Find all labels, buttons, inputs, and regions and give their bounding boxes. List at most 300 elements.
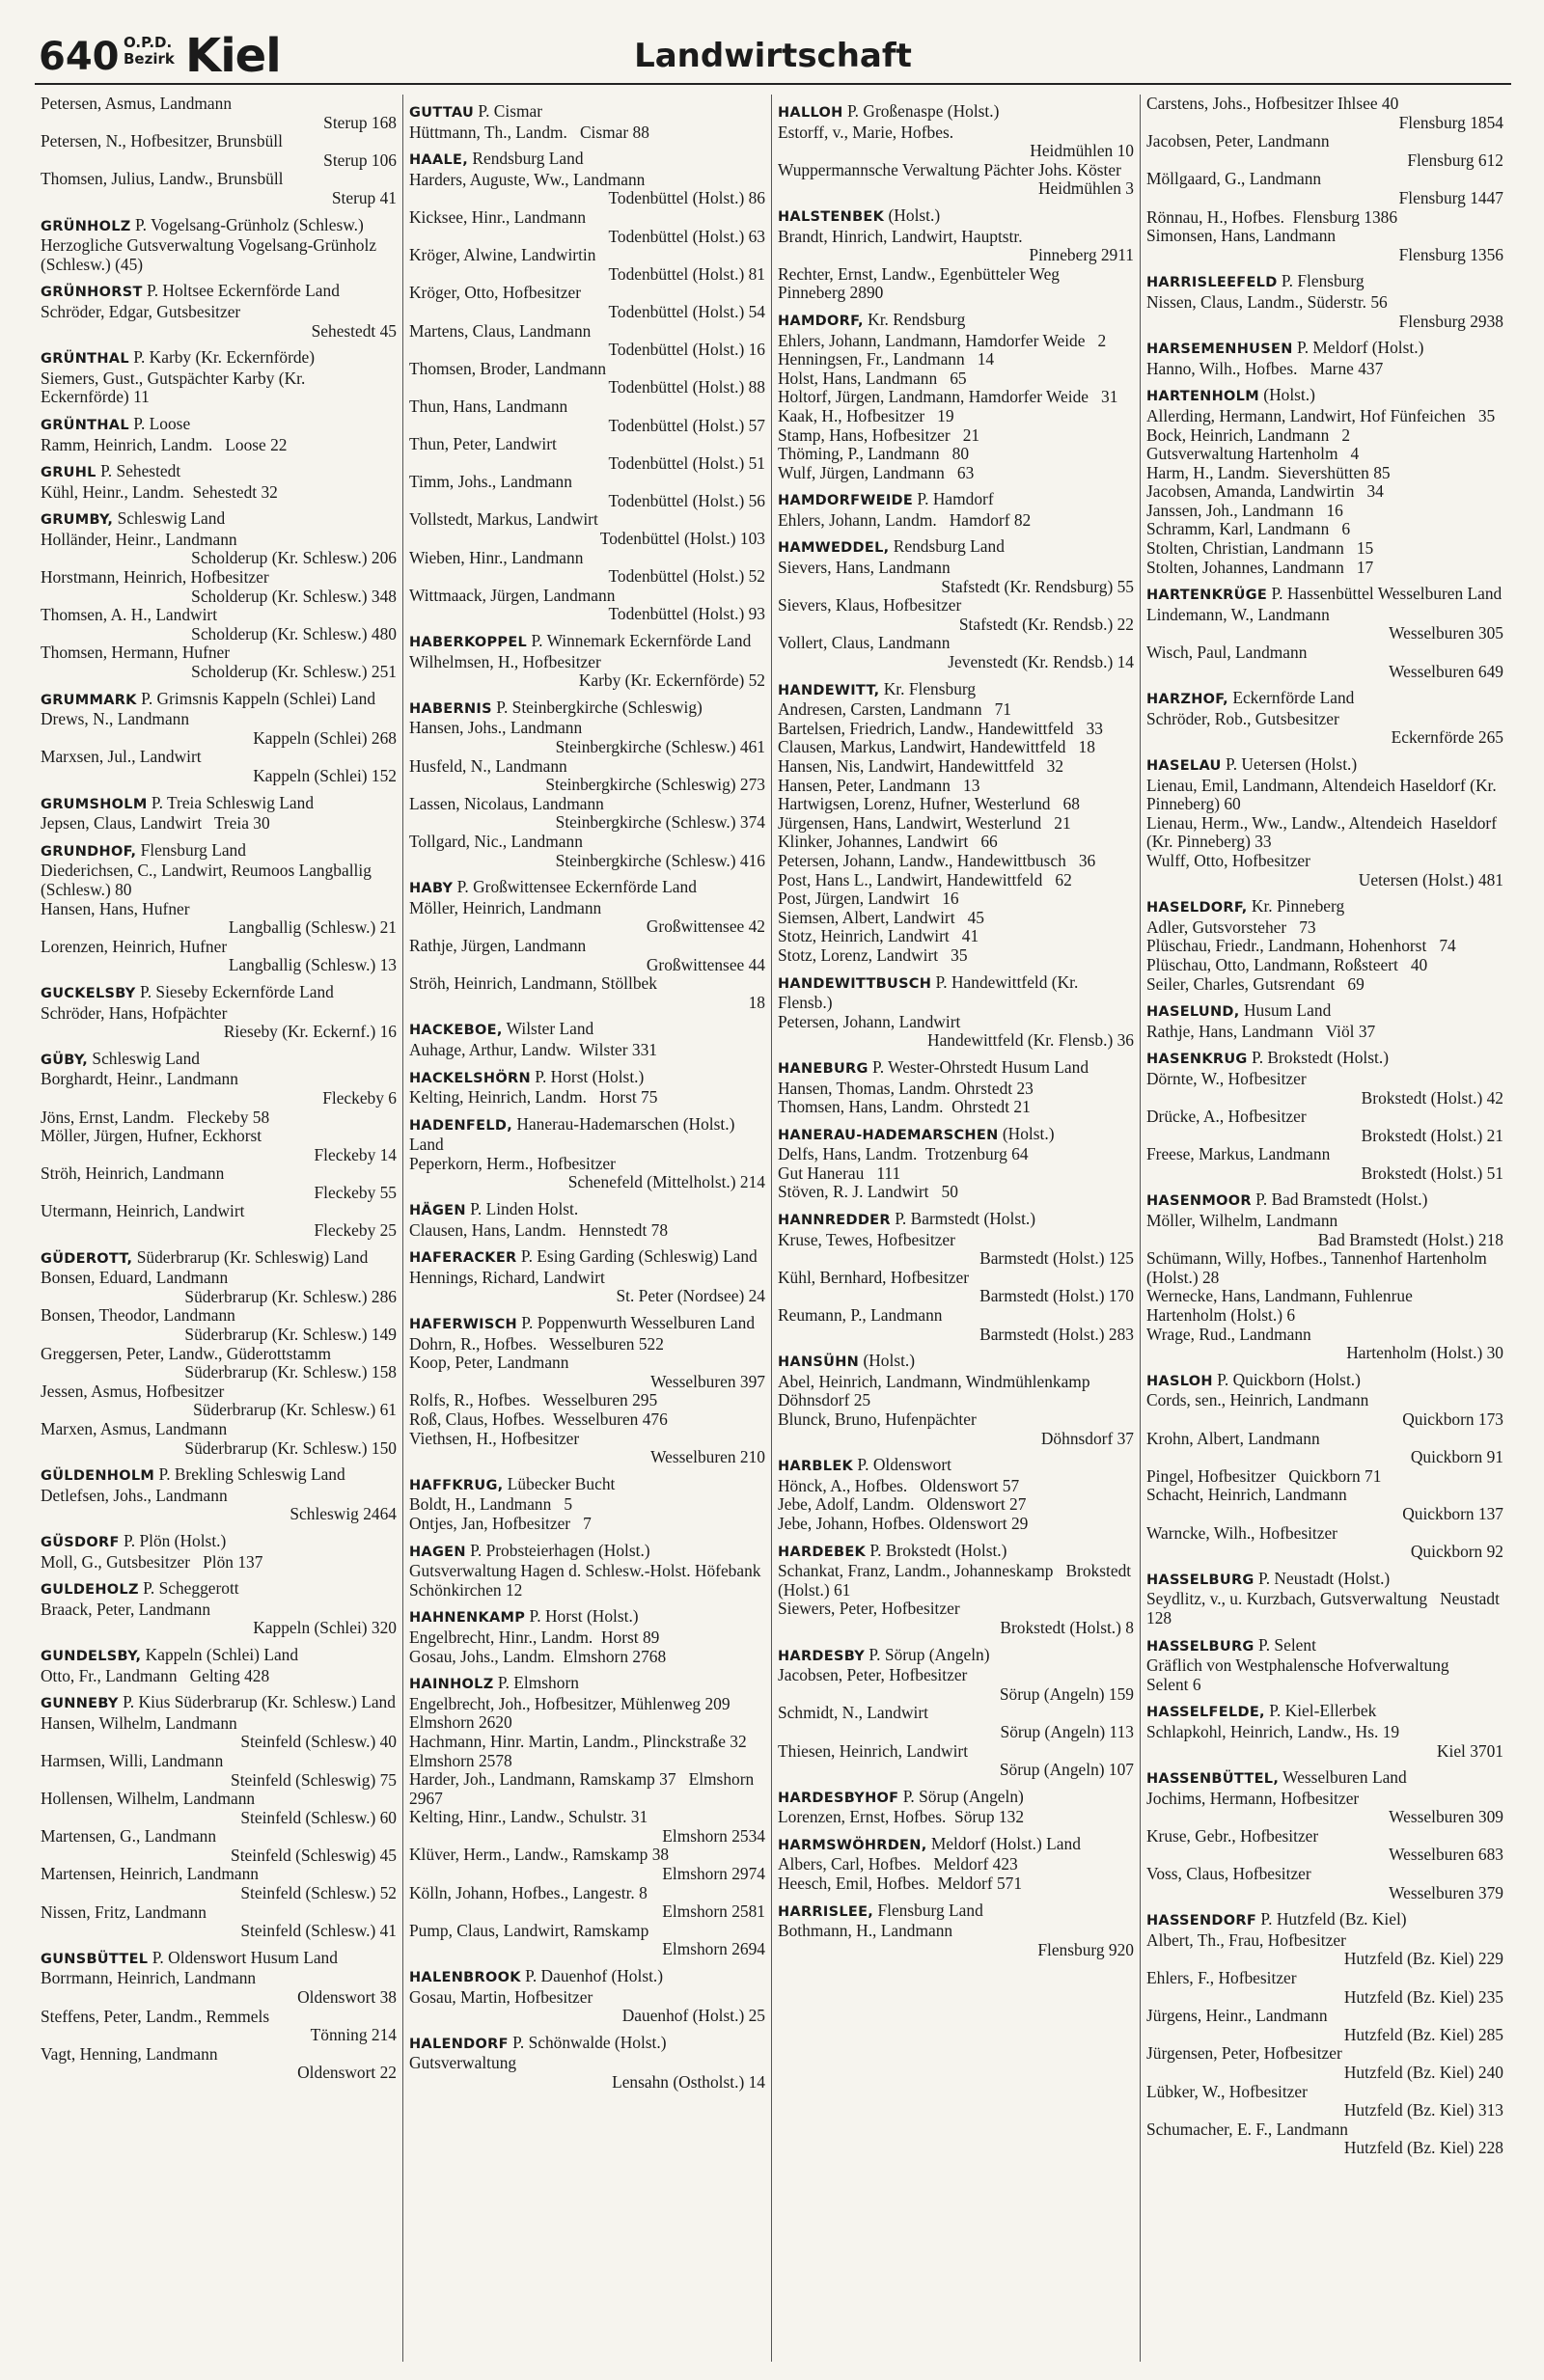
entry-text: Hansen, Peter, Landmann 13 — [778, 775, 980, 795]
entry-location-phone: Steinbergkirche (Schlesw.) 461 — [555, 737, 765, 756]
place-detail: P. Sörup (Angeln) — [898, 1786, 1024, 1806]
place-name: HARBLEK — [778, 1459, 854, 1475]
entry-text: Schröder, Rob., Gutsbesitzer — [1146, 708, 1339, 728]
entry-text: Siemers, Gust., Gutspächter Karby (Kr. Eckernförde) 11 — [41, 368, 310, 407]
directory-entry — [409, 1354, 765, 1373]
entry-text: Martensen, Heinrich, Landmann — [41, 1864, 260, 1884]
entry-text: Ströh, Heinrich, Landmann, Stöllbek — [409, 973, 657, 994]
entry-location-phone: Elmshorn 2581 — [662, 1901, 765, 1922]
entry-text: Petersen, N., Hofbesitzer, Brunsbüll — [41, 131, 283, 151]
place-heading — [1146, 897, 1503, 918]
directory-entry — [778, 332, 1134, 351]
place-heading — [41, 216, 397, 237]
directory-entry — [41, 1004, 397, 1024]
entry-text: Petersen, Asmus, Landmann — [41, 94, 233, 113]
entry-location-phone: Hutzfeld (Bz. Kiel) 313 — [1343, 2100, 1503, 2120]
directory-entry — [409, 937, 765, 956]
entry-text: Carstens, Johs., Hofbesitzer Ihlsee 40 — [1146, 94, 1399, 113]
directory-entry — [41, 814, 397, 834]
place-heading — [409, 1247, 765, 1269]
columns — [35, 95, 1511, 2362]
entry-location-phone: Süderbrarup (Kr. Schlesw.) 61 — [193, 1400, 397, 1420]
place-name: HANSÜHN — [778, 1354, 860, 1371]
page-header — [35, 29, 1511, 85]
place-heading — [1146, 1636, 1503, 1657]
directory-entry — [1146, 1931, 1503, 1951]
entry-location-phone: Tönning 214 — [310, 2025, 397, 2045]
place-name: GULDEHOLZ — [41, 1582, 139, 1599]
directory-entry — [409, 1410, 765, 1430]
directory-entry — [778, 634, 1134, 653]
entry-location-phone: Hutzfeld (Bz. Kiel) 229 — [1343, 1949, 1503, 1969]
place-heading — [41, 841, 397, 862]
place-detail: P. Brekling Schleswig Land — [154, 1464, 345, 1485]
place-name: HABERNIS — [409, 700, 492, 717]
place-detail: Kr. Flensburg — [879, 678, 977, 698]
place-heading — [409, 150, 765, 171]
entry-text: Pump, Claus, Landwirt, Ramskamp — [409, 1920, 649, 1940]
column-4 — [1141, 95, 1509, 2362]
entry-text: Thiesen, Heinrich, Landwirt — [778, 1740, 969, 1761]
place-detail: P. Linden Holst. — [465, 1199, 579, 1219]
entry-text: Wernecke, Hans, Landmann, Fuhlenrue Hartenholm (Holst.) 6 — [1146, 1286, 1425, 1326]
entry-text: Holländer, Heinr., Landmann — [41, 529, 237, 549]
entry-text: Stöven, R. J. Landwirt 50 — [778, 1182, 958, 1202]
directory-entry — [778, 777, 1134, 796]
place-heading — [778, 102, 1134, 123]
entry-text: Clausen, Hans, Landm. Hennstedt 78 — [409, 1219, 669, 1240]
place-name: GÜSDORF — [41, 1534, 120, 1550]
place-heading — [778, 1835, 1134, 1856]
place-heading — [409, 1068, 765, 1089]
place-detail: P. Scheggerott — [138, 1578, 239, 1599]
entry-location-phone: Oldenswort 22 — [297, 2063, 397, 2083]
entry-location-phone: Wesselburen 397 — [650, 1371, 765, 1391]
directory-entry — [778, 511, 1134, 531]
place-name: HARMSWÖHRDEN, — [778, 1837, 927, 1853]
place-name: HAHNENKAMP — [409, 1610, 526, 1627]
place-detail: Husum Land — [1239, 1000, 1332, 1021]
directory-entry — [41, 1600, 397, 1620]
entry-location-phone: Flensburg 1447 — [1398, 187, 1503, 207]
entry-text: Bartelsen, Friedrich, Landw., Handewittfeld 33 — [778, 718, 1103, 738]
place-name: GRUMBY, — [41, 512, 114, 529]
place-name: GRUMMARK — [41, 692, 137, 708]
entry-location-phone: Oldenswort 38 — [297, 1987, 397, 2008]
entry-text: Petersen, Johann, Landwirt — [778, 1011, 961, 1031]
entry-text: Peperkorn, Herm., Hofbesitzer — [409, 1153, 616, 1173]
directory-entry — [778, 1098, 1134, 1117]
entry-text: Vollert, Claus, Landmann — [778, 633, 951, 653]
entry-text: Ontjes, Jan, Hofbesitzer 7 — [409, 1513, 592, 1533]
entry-text: Jürgensen, Hans, Landwirt, Westerlund 21 — [778, 812, 1071, 833]
entry-text: Plüschau, Otto, Landmann, Roßsteert 40 — [1146, 954, 1428, 974]
directory-entry — [778, 700, 1134, 720]
place-detail: P. Karby (Kr. Eckernförde) — [128, 347, 316, 368]
entry-text: Otto, Fr., Landmann Gelting 428 — [41, 1665, 270, 1685]
place-heading — [778, 680, 1134, 701]
entry-location-phone: Pinneberg 2911 — [1029, 245, 1134, 265]
directory-entry — [778, 1600, 1134, 1619]
entry-text: Möller, Jürgen, Hufner, Eckhorst — [41, 1126, 262, 1146]
entry-location-phone: Scholderup (Kr. Schlesw.) 348 — [191, 586, 397, 606]
directory-entry — [778, 1080, 1134, 1099]
directory-entry — [409, 284, 765, 303]
directory-entry — [778, 1855, 1134, 1874]
place-detail: P. Barmstedt (Holst.) — [890, 1209, 1036, 1229]
place-heading — [409, 1314, 765, 1335]
directory-entry — [41, 1667, 397, 1686]
place-heading — [41, 1050, 397, 1071]
place-name: GUCKELSBY — [41, 985, 136, 1001]
directory-entry — [778, 889, 1134, 909]
directory-entry — [41, 710, 397, 729]
entry-text: Siewers, Peter, Hofbesitzer — [778, 1599, 960, 1619]
entry-text: Bock, Heinrich, Landmann 2 — [1146, 424, 1351, 445]
entry-text: Gutsverwaltung Hartenholm 4 — [1146, 444, 1360, 464]
entry-text: Martens, Claus, Landmann — [409, 320, 592, 341]
entry-location-phone: Todenbüttel (Holst.) 103 — [599, 529, 765, 549]
place-name: HAFERWISCH — [409, 1317, 517, 1333]
directory-entry — [778, 123, 1134, 143]
place-detail: Rendsburg Land — [468, 149, 584, 169]
directory-entry — [778, 407, 1134, 426]
entry-text: Hollensen, Wilhelm, Landmann — [41, 1789, 256, 1809]
entry-location-phone: Steinfeld (Schlesw.) 60 — [240, 1807, 397, 1827]
entry-text: Wuppermannsche Verwaltung Pächter Johs. Köster — [778, 159, 1121, 179]
directory-entry — [778, 1373, 1134, 1410]
directory-entry — [1146, 1070, 1503, 1089]
directory-entry — [409, 1430, 765, 1449]
place-name: HABY — [409, 881, 454, 897]
place-heading — [409, 1475, 765, 1496]
entry-location-phone: Fleckeby 55 — [314, 1182, 397, 1202]
entry-text: Heesch, Emil, Hofbes. Meldorf 571 — [778, 1874, 1023, 1894]
directory-entry — [409, 1846, 765, 1865]
entry-location-phone: Sörup (Angeln) 107 — [999, 1760, 1134, 1780]
place-detail: Lübecker Bucht — [503, 1473, 616, 1493]
entry-text: Marxen, Asmus, Landmann — [41, 1419, 228, 1438]
directory-entry — [1146, 1524, 1503, 1544]
entry-text: Möller, Wilhelm, Landmann — [1146, 1211, 1338, 1231]
place-detail: Wilster Land — [502, 1019, 594, 1039]
directory-entry — [409, 510, 765, 530]
entry-text: Hennings, Richard, Landwirt — [409, 1267, 605, 1287]
entry-location-phone: Scholderup (Kr. Schlesw.) 251 — [191, 662, 397, 682]
directory-entry — [41, 1164, 397, 1184]
entry-location-phone: Barmstedt (Holst.) 125 — [979, 1248, 1134, 1269]
place-name: HARSEMENHUSEN — [1146, 342, 1293, 358]
place-detail: P. Steinbergkirche (Schleswig) — [491, 697, 703, 717]
directory-entry — [1146, 2044, 1503, 2064]
entry-text: Möller, Heinrich, Landmann — [409, 897, 602, 917]
entry-location-phone: Wesselburen 683 — [1389, 1845, 1503, 1865]
place-detail: P. Plön (Holst.) — [119, 1530, 227, 1550]
entry-location-phone: Steinfeld (Schleswig) 75 — [231, 1769, 397, 1790]
place-detail: Flensburg Land — [873, 1900, 983, 1920]
directory-entry — [1146, 937, 1503, 956]
directory-entry — [778, 927, 1134, 946]
entry-text: Rönnau, H., Hofbes. Flensburg 1386 — [1146, 206, 1398, 227]
directory-entry — [778, 1145, 1134, 1164]
place-name: GÜBY, — [41, 1052, 89, 1068]
place-name: HASLOH — [1146, 1373, 1213, 1389]
directory-entry — [409, 1088, 765, 1108]
entry-location-phone: Kappeln (Schlei) 320 — [253, 1618, 397, 1638]
place-name: GUNDELSBY, — [41, 1648, 142, 1664]
place-heading — [409, 1674, 765, 1695]
entry-location-phone: Großwittensee 44 — [646, 954, 765, 974]
place-detail: P. Großwittensee Eckernförde Land — [453, 877, 697, 897]
entry-text: Ehlers, Johann, Landmann, Hamdorfer Weide 2 — [778, 330, 1107, 350]
section-title: Landwirtschaft — [634, 37, 912, 75]
directory-entry — [41, 900, 397, 919]
entry-location-phone: Stafstedt (Kr. Rendsburg) 55 — [941, 576, 1134, 596]
place-detail: Meldorf (Holst.) Land — [926, 1833, 1081, 1853]
directory-entry — [1146, 559, 1503, 578]
directory-entry — [1146, 643, 1503, 663]
directory-entry — [778, 388, 1134, 407]
place-name: HALLOH — [778, 105, 843, 121]
place-detail: P. Sieseby Eckernförde Land — [135, 981, 334, 1001]
entry-text: Nissen, Claus, Landm., Süderstr. 56 — [1146, 291, 1388, 312]
entry-location-phone: Steinbergkirche (Schleswig) 273 — [545, 775, 765, 795]
entry-text: Drücke, A., Hofbesitzer — [1146, 1107, 1307, 1127]
directory-entry — [409, 123, 765, 143]
place-detail: Schleswig Land — [88, 1048, 200, 1068]
entry-text: Timm, Johs., Landmann — [409, 472, 572, 492]
place-heading — [1146, 689, 1503, 710]
directory-entry — [778, 1477, 1134, 1496]
entry-text: Klüver, Herm., Landw., Ramskamp 38 — [409, 1845, 670, 1865]
entry-text: Marxsen, Jul., Landwirt — [41, 747, 202, 767]
directory-entry — [41, 531, 397, 550]
entry-location-phone: Hartenholm (Holst.) 30 — [1346, 1343, 1503, 1363]
entry-text: Wieben, Hinr., Landmann — [409, 547, 584, 567]
place-heading — [1146, 1001, 1503, 1023]
entry-location-phone: Handewittfeld (Kr. Flensb.) 36 — [927, 1030, 1134, 1051]
directory-entry — [1146, 293, 1503, 313]
directory-entry — [409, 1515, 765, 1534]
entry-text: Bonsen, Theodor, Landmann — [41, 1305, 235, 1326]
place-heading — [409, 1200, 765, 1221]
column-1 — [35, 95, 403, 2362]
entry-text: Lübker, W., Hofbesitzer — [1146, 2081, 1308, 2101]
entry-text: Schumacher, E. F., Landmann — [1146, 2119, 1348, 2139]
entry-location-phone: Steinfeld (Schlesw.) 52 — [240, 1883, 397, 1903]
directory-entry — [778, 596, 1134, 616]
entry-text: Schacht, Heinrich, Landmann — [1146, 1485, 1347, 1505]
column-3 — [772, 95, 1141, 2362]
entry-location-phone: Steinfeld (Schlesw.) 40 — [240, 1732, 397, 1752]
place-detail: Flensburg Land — [136, 839, 246, 860]
entry-text: Ramm, Heinrich, Landm. Loose 22 — [41, 434, 288, 454]
entry-text: Lassen, Nicolaus, Landmann — [409, 793, 604, 813]
directory-entry — [778, 426, 1134, 446]
entry-location-phone: Langballig (Schlesw.) 21 — [228, 917, 397, 938]
directory-entry — [778, 909, 1134, 928]
directory-entry — [41, 1790, 397, 1809]
entry-text: Harm, H., Landm. Sievershütten 85 — [1146, 462, 1391, 482]
place-heading — [409, 1115, 765, 1155]
entry-location-phone: Todenbüttel (Holst.) 86 — [608, 188, 765, 208]
place-detail: P. Handewittfeld (Kr. Flensb.) — [778, 971, 1083, 1013]
directory-entry — [778, 1704, 1134, 1723]
entry-text: Engelbrecht, Hinr., Landm. Horst 89 — [409, 1627, 660, 1647]
entry-location-phone: Fleckeby 6 — [322, 1087, 397, 1108]
entry-text: Drews, N., Landmann — [41, 709, 190, 729]
entry-text: Bothmann, H., Landmann — [778, 1921, 953, 1941]
entry-text: Lorenzen, Heinrich, Hufner — [41, 936, 228, 956]
directory-entry — [778, 1742, 1134, 1762]
entry-text: Warncke, Wilh., Hofbesitzer — [1146, 1522, 1337, 1543]
place-heading — [778, 1352, 1134, 1373]
entry-location-phone: Großwittensee 42 — [646, 916, 765, 937]
entry-text: Schlapkohl, Heinrich, Landw., Hs. 19 — [1146, 1721, 1400, 1741]
entry-text: Harders, Auguste, Ww., Landmann — [409, 169, 646, 189]
entry-text: Andresen, Carsten, Landmann 71 — [778, 699, 1011, 720]
place-heading — [1146, 1768, 1503, 1790]
directory-entry — [41, 606, 397, 625]
entry-text: Reumann, P., Landmann — [778, 1305, 943, 1326]
directory-entry — [778, 1874, 1134, 1894]
place-heading — [409, 1967, 765, 1988]
entry-location-phone: Sörup (Angeln) 113 — [1000, 1721, 1134, 1741]
place-name: GRUNDHOF, — [41, 843, 137, 860]
directory-entry — [41, 1127, 397, 1146]
place-name: HARTENHOLM — [1146, 389, 1259, 405]
directory-entry — [1146, 1486, 1503, 1505]
entry-text: Boldt, H., Landmann 5 — [409, 1494, 573, 1515]
entry-text: Hanno, Wilh., Hofbes. Marne 437 — [1146, 358, 1384, 378]
directory-entry — [41, 1306, 397, 1326]
entry-text: Hansen, Wilhelm, Landmann — [41, 1712, 237, 1733]
directory-entry — [1146, 445, 1503, 464]
directory-entry — [41, 1487, 397, 1506]
directory-entry — [778, 1269, 1134, 1288]
entry-location-phone: Sterup 41 — [331, 187, 397, 207]
entry-text: Rolfs, R., Hofbes. Wesselburen 295 — [409, 1390, 658, 1410]
directory-entry — [1146, 1790, 1503, 1809]
entry-text: Voss, Claus, Hofbesitzer — [1146, 1864, 1311, 1884]
entry-text: Jöns, Ernst, Landm. Fleckeby 58 — [41, 1107, 270, 1127]
place-heading — [778, 973, 1134, 1013]
place-detail: P. Treia Schleswig Land — [147, 792, 315, 812]
place-name: HAGEN — [409, 1544, 466, 1560]
place-name: HARRISLEEFELD — [1146, 275, 1278, 291]
place-detail: P. Dauenhof (Holst.) — [520, 1966, 664, 1986]
place-name: HARZHOF, — [1146, 692, 1228, 708]
directory-entry — [41, 1345, 397, 1364]
place-name: GRUHL — [41, 465, 96, 481]
place-name: HASENMOOR — [1146, 1193, 1252, 1210]
directory-entry — [41, 568, 397, 588]
place-detail: P. Probsteierhagen (Holst.) — [465, 1540, 650, 1560]
place-name: HAFERACKER — [409, 1250, 517, 1267]
place-heading — [41, 509, 397, 531]
entry-text: Gut Hanerau 111 — [778, 1163, 901, 1183]
place-heading — [41, 1949, 397, 1970]
directory-entry — [41, 1202, 397, 1221]
place-detail: P. Flensburg — [1277, 271, 1365, 291]
entry-text: Kicksee, Hinr., Landmann — [409, 206, 587, 227]
directory-entry — [41, 436, 397, 455]
entry-location-phone: 18 — [748, 992, 765, 1012]
entry-text: Thomsen, Hans, Landm. Ohrstedt 21 — [778, 1097, 1031, 1117]
place-name: GUNSBÜTTEL — [41, 1951, 149, 1967]
directory-entry — [1146, 814, 1503, 852]
place-heading — [778, 1210, 1134, 1231]
directory-entry — [409, 1808, 765, 1827]
entry-text: Wilhelmsen, H., Hofbesitzer — [409, 651, 601, 671]
entry-text: Holst, Hans, Landmann 65 — [778, 368, 967, 388]
directory-entry — [778, 369, 1134, 389]
entry-text: Simonsen, Hans, Landmann — [1146, 226, 1337, 246]
place-name: GÜDEROTT, — [41, 1250, 133, 1267]
entry-text: Harder, Joh., Landmann, Ramskamp 37 Elmshorn 2967 — [409, 1769, 758, 1808]
directory-entry — [778, 795, 1134, 814]
entry-text: Greggersen, Peter, Landw., Güderottstamm — [41, 1343, 331, 1363]
entry-location-phone: Quickborn 92 — [1410, 1542, 1503, 1562]
entry-location-phone: Hutzfeld (Bz. Kiel) 228 — [1343, 2138, 1503, 2158]
directory-entry — [41, 1553, 397, 1573]
entry-text: Thomsen, Julius, Landw., Brunsbüll — [41, 169, 284, 189]
directory-entry — [778, 852, 1134, 871]
entry-text: Lorenzen, Ernst, Hofbes. Sörup 132 — [778, 1807, 1025, 1827]
directory-entry — [409, 246, 765, 265]
directory-entry — [1146, 710, 1503, 729]
entry-text: Vollstedt, Markus, Landwirt — [409, 509, 598, 530]
entry-text: Kaak, H., Hofbesitzer 19 — [778, 405, 954, 425]
entry-text: Dohrn, R., Hofbes. Wesselburen 522 — [409, 1333, 664, 1354]
directory-entry — [1146, 426, 1503, 446]
place-name: HAINHOLZ — [409, 1677, 494, 1693]
entry-location-phone: Brokstedt (Holst.) 42 — [1361, 1087, 1503, 1108]
entry-text: Wulff, Otto, Hofbesitzer — [1146, 850, 1310, 870]
place-detail: P. Hutzfeld (Bz. Kiel) — [1256, 1909, 1407, 1929]
entry-text: Lindemann, W., Landmann — [1146, 604, 1330, 624]
entry-location-phone: Kiel 3701 — [1436, 1740, 1503, 1761]
entry-text: Estorff, v., Marie, Hofbes. — [778, 122, 954, 142]
directory-entry — [1146, 777, 1503, 814]
place-heading — [41, 282, 397, 303]
page-number: 640 — [39, 35, 120, 79]
entry-text: Blunck, Bruno, Hufenpächter — [778, 1409, 977, 1429]
place-heading — [1146, 386, 1503, 407]
place-name: HALENBROOK — [409, 1970, 521, 1986]
entry-text: Schröder, Edgar, Gutsbesitzer — [41, 301, 241, 321]
directory-entry — [409, 1648, 765, 1667]
place-name: HAMDORF, — [778, 313, 864, 329]
entry-text: Thomsen, Hermann, Hufner — [41, 643, 231, 663]
entry-text: Tollgard, Nic., Landmann — [409, 831, 583, 851]
entry-location-phone: Todenbüttel (Holst.) 54 — [608, 301, 765, 321]
place-name: HASSENBÜTTEL, — [1146, 1771, 1280, 1788]
entry-text: Kelting, Heinrich, Landm. Horst 75 — [409, 1087, 658, 1108]
directory-entry — [41, 2045, 397, 2065]
entry-location-phone: Flensburg 612 — [1407, 150, 1503, 170]
directory-entry — [1146, 606, 1503, 625]
directory-entry — [41, 369, 397, 407]
entry-location-phone: Elmshorn 2974 — [662, 1864, 765, 1884]
directory-entry — [778, 1515, 1134, 1534]
entry-text: Kühl, Heinr., Landm. Sehestedt 32 — [41, 481, 278, 502]
directory-entry — [778, 1164, 1134, 1184]
place-heading — [1146, 1570, 1503, 1591]
place-heading — [41, 1579, 397, 1600]
entry-text: Gräflich von Westphalensche Hofverwaltung Selent 6 — [1146, 1655, 1462, 1694]
place-heading — [778, 1456, 1134, 1477]
